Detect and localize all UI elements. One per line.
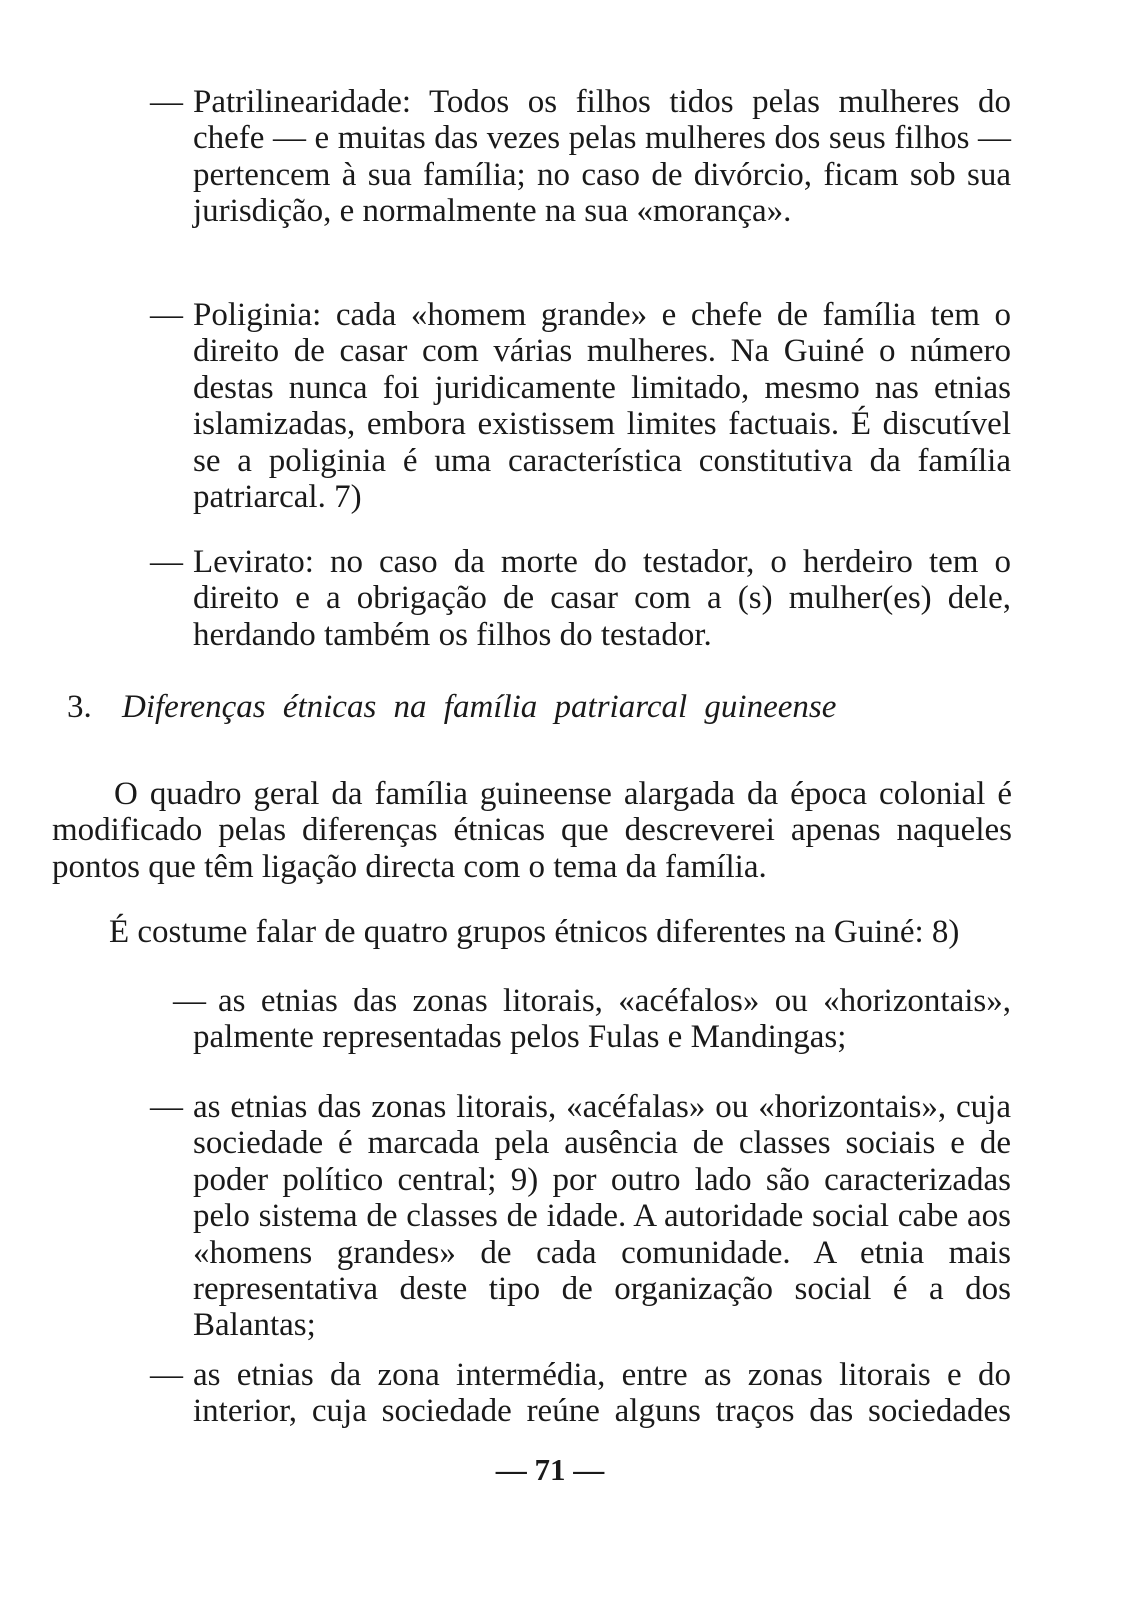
list-item-text: as etnias das zonas litorais, «acéfalos» ou «horizontais», palmente representadas pelos Fulas e Mandingas;	[193, 983, 1011, 1056]
list-item-poliginia	[150, 297, 1011, 516]
list-item-ethnic-group	[150, 1089, 1011, 1344]
section-number: 3.	[67, 689, 92, 725]
page-number: — 71 —	[495, 1452, 605, 1487]
list-item-ethnic-group	[150, 1357, 1011, 1430]
list-item-text: Patrilinearidade: Todos os filhos tidos pelas mulheres do chefe — e muitas das vezes pelas mulheres dos seus filhos — pertencem à sua família; no caso de divórcio, ficam sob sua jurisdição, e normalmente na sua «morança».	[193, 84, 1011, 230]
section-heading	[67, 689, 967, 725]
list-item-patrilinearidade	[150, 84, 1011, 230]
list-item-levirato	[150, 544, 1011, 653]
body-paragraph: É costume falar de quatro grupos étnicos diferentes na Guiné: 8)	[109, 914, 960, 950]
list-item-text: as etnias das zonas litorais, «acéfalas» ou «horizontais», cuja sociedade é marcada pela ausência de classes sociais e de poder político central; 9) por outro lado são caracterizadas pelo sistema de classes de idade. A autoridade social cabe aos «homens grandes» de cada comunidade. A etnia mais representativa deste tipo de organização social é a dos Balantas;	[193, 1089, 1011, 1344]
em-dash: —	[150, 1089, 183, 1125]
section-title: Diferenças étnicas na família patriarcal guineense	[122, 689, 837, 725]
em-dash: —	[150, 544, 183, 580]
list-item-ethnic-group	[173, 983, 1011, 1056]
list-item-text: Levirato: no caso da morte do testador, o herdeiro tem o direito e a obrigação de casar com a (s) mulher(es) dele, herdando também os filhos do testador.	[193, 544, 1011, 653]
body-paragraph: O quadro geral da família guineense alargada da época colonial é modificado pelas diferenças étnicas que descreverei apenas naqueles pontos que têm ligação directa com o tema da família.	[52, 776, 1012, 885]
em-dash: —	[150, 1357, 183, 1393]
em-dash: —	[150, 297, 183, 333]
em-dash: —	[173, 983, 206, 1019]
list-item-text: as etnias da zona intermédia, entre as zonas litorais e do interior, cuja sociedade reúne alguns traços das sociedades	[193, 1357, 1011, 1430]
list-item-text: Poliginia: cada «homem grande» e chefe de família tem o direito de casar com várias mulheres. Na Guiné o número destas nunca foi juridicamente limitado, mesmo nas etnias islamizadas, embora existissem limites factuais. É discutível se a poliginia é uma característica constitutiva da família patriarcal. 7)	[193, 297, 1011, 516]
em-dash: —	[150, 84, 183, 120]
